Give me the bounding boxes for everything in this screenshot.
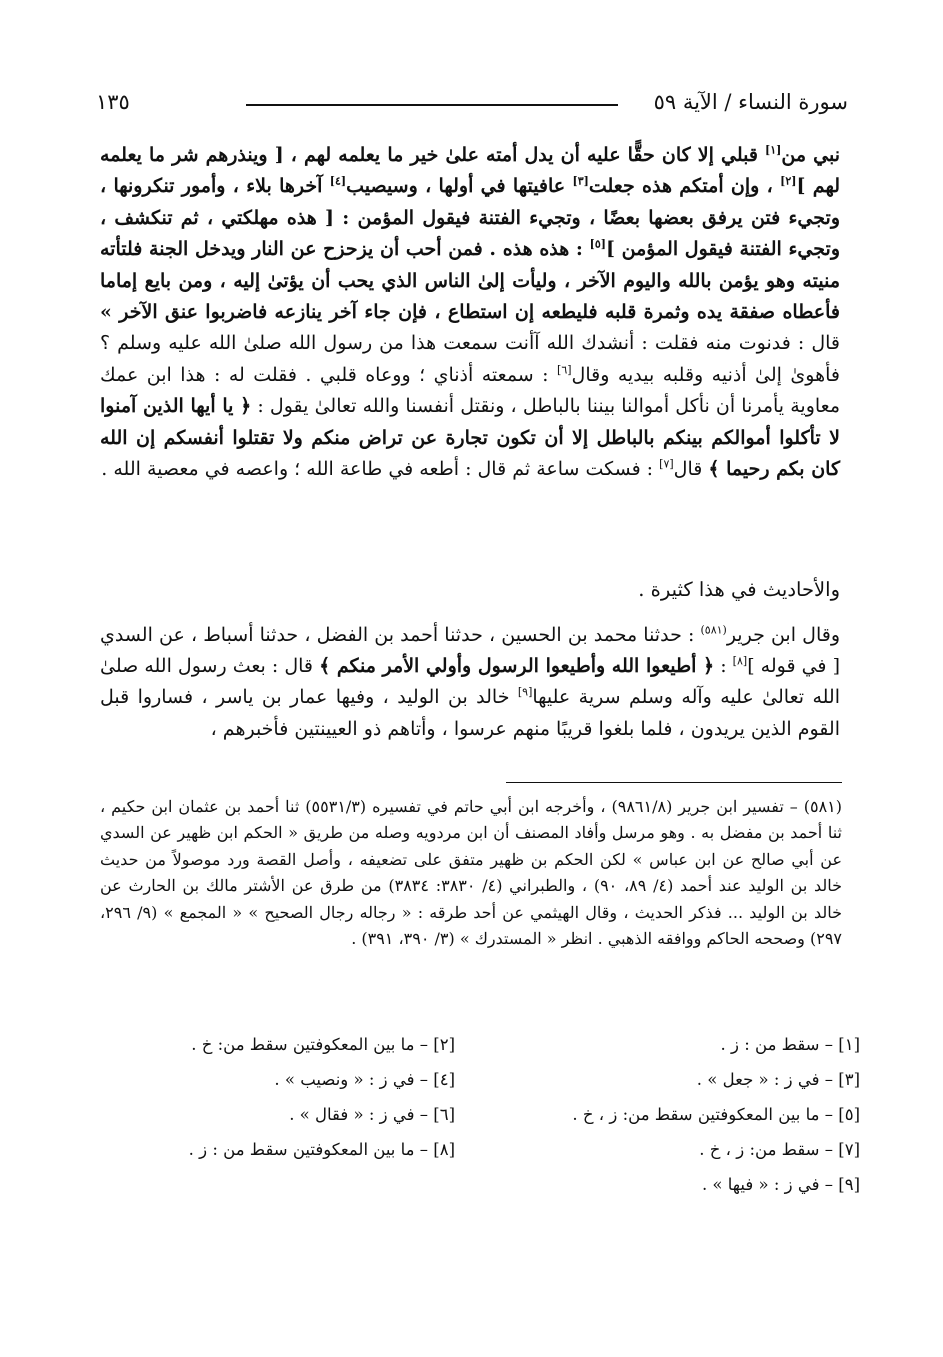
quran-verse: ﴿ يا أيها الذين آمنوا لا تأكلوا أموالكم بينكم بالباطل إلا أن تكون تجارة عن تراض منكم ولا تقتلوا أنفسكم إن الله كان بكم رحيما ﴾: [100, 395, 840, 481]
text-run: آخرها بلاء ، وأمور تنكرونها ، وتجيء فتن يرفق بعضها بعضًا ، وتجيء الفتنة فيقول المؤمن : [ هذه مهلكتي ، ثم تنكشف ، وتجيء الفتنة فيقول المؤمن ]: [100, 175, 840, 261]
footnote-581: (٥٨١) – تفسير ابن جرير (٩٨٦١/٨) ، وأخرجه ابن أبي حاتم في تفسيره (٥٥٣١/٣) ثنا أحمد بن عثمان ابن حكيم ، ثنا أحمد بن مفضل به . وهو مرسل وأفاد المصنف أن ابن مردويه وصله من طريق « الحكم ابن ظهير عن السدي عن أبي صالح عن ابن عباس » لكن الحكم بن ظهير متفق على تضعيفه ، وأصل القصة ورد موصولاً من حديث خالد بن الوليد عند أحمد (٤/ ٨٩، ٩٠) ، والطبراني (٤/ ٣٨٣٠: ٣٨٣٤) من طرق عن الأشتر مالك بن الحارث عن خالد بن الوليد ... فذكر الحديث ، وقال الهيثمي عن أحد طرقه : « رجاله رجال الصحيح » « المجمع » (٩/ ٢٩٦، ٢٩٧) وصححه الحاكم ووافقه الذهبي . انظر « المستدرك » (٣/ ٣٩٠، ٣٩١) .: [100, 797, 843, 949]
text-run: :: [714, 655, 733, 678]
footnote-ref: [١]: [765, 143, 782, 157]
hadith-text: [100, 144, 840, 323]
text-run: ، وإن أمتكم هذه جعلت: [588, 175, 781, 198]
summary-paragraph: والأحاديث في هذا كثيرة .: [638, 578, 840, 601]
text-run: قال : فدنوت منه فقلت : أنشدك الله آأنت سمعت هذا من رسول الله صلىٰ الله عليه وسلم ؟ فأهوىٰ إلىٰ أذنيه وقلبه بيديه وقال: [100, 332, 840, 386]
variant-note: [١] – سقط من : ز .: [720, 1035, 860, 1054]
footnote-ref: [٧]: [659, 457, 674, 471]
text-run: خالد بن الوليد ، وفيها عمار بن ياسر ، فساروا قبل القوم الذين يريدون ، فلما بلغوا قريبًا منهم عرسوا ، وأتاهم ذو العيينتين فأخبرهم ،: [100, 686, 840, 740]
text-run: عافيتها في أولها ، وسيصيب: [346, 175, 573, 198]
text-run: : سمعته أذناي ؛ ووعاه قلبي . فقلت له : هذا ابن عمك معاوية يأمرنا أن نأكل أموالنا بيننا بالباطل ، ونقتل أنفسنا والله تعالىٰ يقول :: [100, 363, 840, 418]
text-run: : حدثنا محمد بن الحسين ، حدثنا أحمد بن الفضل ، حدثنا أسباط ، عن السدي [ في قوله ]: [100, 624, 840, 678]
footnote-ref: [٩]: [517, 686, 533, 700]
footnote-ref: [٣]: [572, 175, 589, 189]
running-title: سورة النساء / الآية ٥٩: [653, 90, 848, 114]
quran-verse: ﴿ أطيعوا الله وأطيعوا الرسول وأولي الأمر منكم ﴾: [319, 655, 715, 678]
footnote-ref: [٨]: [732, 654, 748, 668]
variant-note: [٨] – ما بين المعكوفتين سقط من : ز .: [188, 1140, 455, 1159]
text-run: نبي من: [781, 144, 840, 166]
text-run: قال: [673, 458, 709, 481]
narration-paragraph: [100, 620, 840, 745]
text-run: قبلي إلا كان حقًّا عليه أن يدل أمته علىٰ خير ما يعلمه لهم ، [ وينذرهم شر ما يعلمه لهم ]: [100, 144, 840, 198]
text-run: : فسكت ساعة ثم قال : أطعه في طاعة الله ؛ واعصه في معصية الله .: [101, 458, 660, 481]
footnote-ref: [٦]: [557, 363, 572, 377]
variant-notes: [100, 1035, 860, 1225]
variant-note: [٦] – في ز : « فقال » .: [289, 1105, 455, 1124]
variant-note: [٩] – في ز : « فيها » .: [701, 1175, 860, 1194]
variant-note: [٣] – في ز : « جعل » .: [696, 1070, 860, 1089]
footnote-ref: [٥]: [589, 237, 606, 251]
variant-note: [٢] – ما بين المعكوفتين سقط من: خ .: [191, 1035, 455, 1054]
text-run: وقال ابن جرير: [726, 624, 840, 646]
hadith-paragraph: [100, 140, 840, 485]
variant-note: [٥] – ما بين المعكوفتين سقط من: ز ، خ .: [572, 1105, 860, 1124]
text-run: قال : بعث رسول الله صلىٰ الله تعالىٰ عليه وآله وسلم سرية عليها: [100, 655, 840, 709]
page-number: ١٣٥: [96, 90, 130, 114]
footnote-ref: (٥٨١): [700, 623, 727, 637]
footnote-ref: [٢]: [780, 175, 797, 189]
header-rule: [246, 104, 618, 106]
page-header: [96, 86, 848, 126]
text-run: : هذه هذه . فمن أحب أن يزحزح عن النار ويدخل الجنة فلتأته منيته وهو يؤمن بالله واليوم الآخر ، وليأت إلىٰ الناس الذي يحب أن يؤتىٰ إليه ، ومن بايع إماما فأعطاه صفقة يده وثمرة قلبه فليطعه إن استطاع ، فإن جاء آخر ينازعه فاضربوا عنق الآخر »: [100, 238, 840, 324]
footnote-ref: [٤]: [329, 175, 347, 189]
variant-note: [٤] – في ز : « ونصيب » .: [274, 1070, 455, 1089]
footnote-divider: [506, 782, 842, 783]
variant-note: [٧] – سقط من: ز ، خ .: [699, 1140, 860, 1159]
